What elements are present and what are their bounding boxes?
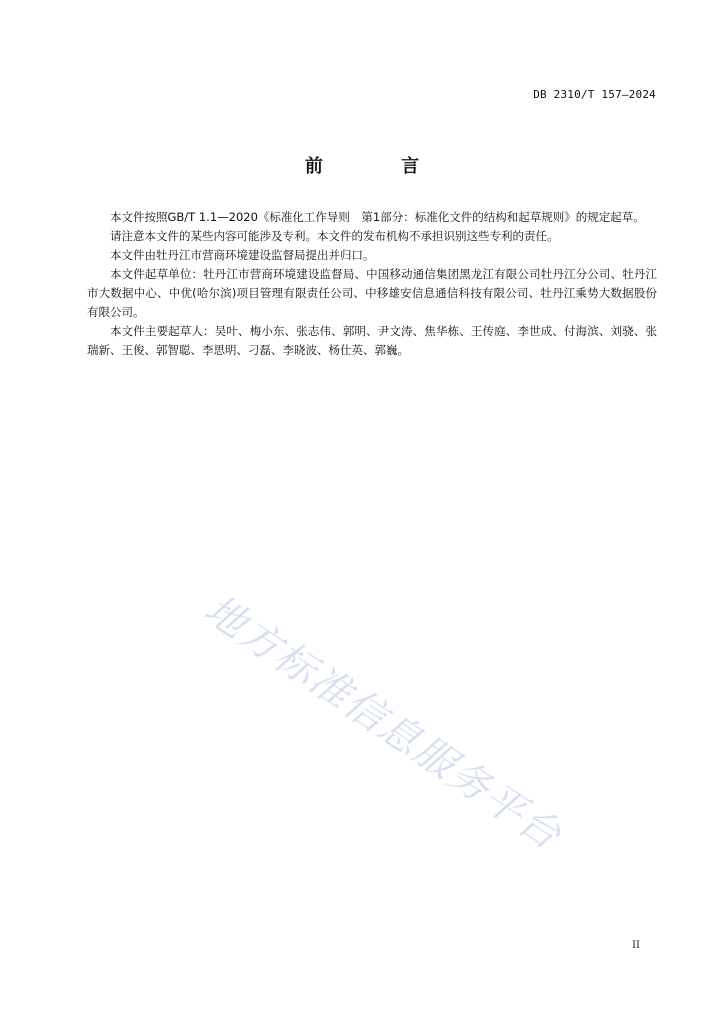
watermark: 地方标准信息服务平台 — [196, 586, 571, 860]
document-code: DB 2310/T 157—2024 — [533, 88, 656, 101]
paragraph-patent-notice: 请注意本文件的某些内容可能涉及专利。本文件的发布机构不承担识别这些专利的责任。 — [110, 229, 559, 243]
paragraph-proposer: 本文件由牡丹江市营商环境建设监督局提出并归口。 — [110, 248, 375, 262]
body-text — [87, 208, 657, 360]
paragraph-drafters: 本文件主要起草人：吴叶、梅小东、张志伟、郭明、尹文涛、焦华栋、王传庭、李世成、付海滨、刘骁、张瑞新、王俊、郭智聪、李思明、刁磊、李晓波、杨仕英、郭巍。 — [87, 324, 657, 357]
paragraph-drafting-units: 本文件起草单位：牡丹江市营商环境建设监督局、中国移动通信集团黑龙江有限公司牡丹江分公司、牡丹江市大数据中心、中优(哈尔滨)项目管理有限责任公司、中移雄安信息通信科技有限公司、牡丹江乘势大数据股份有限公司。 — [87, 267, 657, 319]
page-title: 前 言 — [304, 156, 456, 177]
page-number: II — [632, 940, 640, 951]
paragraph-drafting-basis: 本文件按照GB/T 1.1—2020《标准化工作导则 第1部分：标准化文件的结构和起草规则》的规定起草。 — [110, 210, 645, 224]
